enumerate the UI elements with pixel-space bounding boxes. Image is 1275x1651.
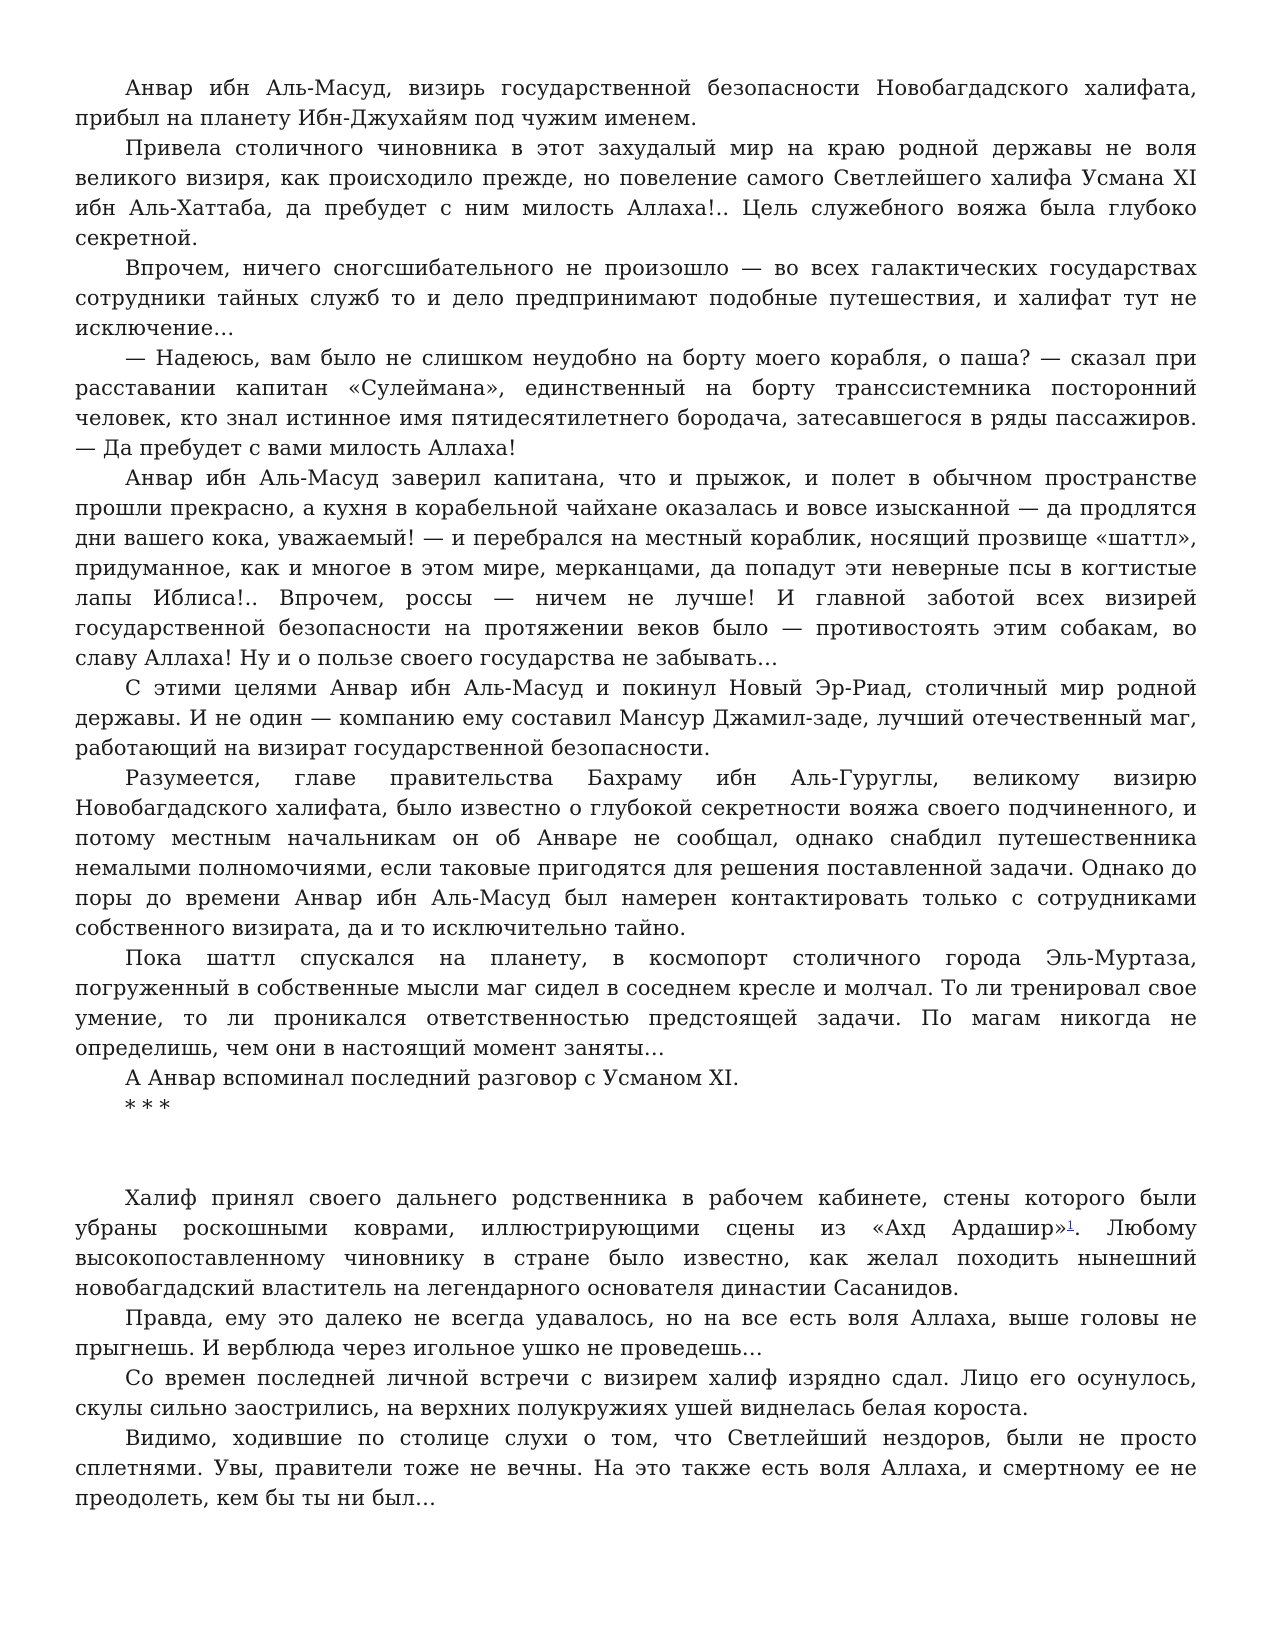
paragraph-dialogue: — Надеюсь, вам было не слишком неудобно на борту моего корабля, о паша? — сказал при расставании капитан «Сулеймана», единственный на борту транссистемника посторонний человек, кто знал истинное имя пятидесятилетнего бородача, затесавшегося в ряды пассажиров. — Да пребудет с вами милость Аллаха! [75,346,1197,460]
paragraph: Анвар ибн Аль-Масуд, визирь государственной безопасности Новобагдадского халифата, прибыл на планету Ибн-Джухайям под чужим именем. [75,76,1197,130]
footnote-link[interactable]: 1 [1067,1219,1075,1232]
paragraph: А Анвар вспоминал последний разговор с Усманом XI. [125,1066,740,1090]
document-page [75,73,1197,1513]
paragraph: Анвар ибн Аль-Масуд заверил капитана, что и прыжок, и полет в обычном пространстве прошли прекрасно, а кухня в корабельной чайхане оказалась и вовсе изысканной — да продлятся дни вашего кока, уважаемый! — и перебрался на местный кораблик, носящий прозвище «шаттл», придуманное, как и многое в этом мире, мерканцами, да попадут эти неверные псы в когтистые лапы Иблиса!.. Впрочем, россы — ничем не лучше! И главной заботой всех визирей государственной безопасности на протяжении веков было — противостоять этим собакам, во славу Аллаха! Ну и о пользе своего государства не забывать… [75,466,1197,670]
paragraph: Разумеется, главе правительства Бахраму ибн Аль-Гуруглы, великому визирю Новобагдадского халифата, было известно о глубокой секретности вояжа своего подчиненного, и потому местным начальникам он об Анваре не сообщал, однако снабдил путешественника немалыми полномочиями, если таковые пригодятся для решения поставленной задачи. Однако до поры до времени Анвар ибн Аль-Масуд был намерен контактировать только с сотрудниками собственного визирата, да и то исключительно тайно. [75,766,1197,940]
paragraph: Со времен последней личной встречи с визирем халиф изрядно сдал. Лицо его осунулось, скулы сильно заострились, на верхних полукружиях ушей виднелась белая короста. [75,1366,1197,1420]
paragraph: Правда, ему это далеко не всегда удавалось, но на все есть воля Аллаха, выше головы не прыгнешь. И верблюда через игольное ушко не проведешь… [75,1306,1197,1360]
paragraph: Пока шаттл спускался на планету, в космопорт столичного города Эль-Муртаза, погруженный в собственные мысли маг сидел в соседнем кресле и молчал. То ли тренировал свое умение, то ли проникался ответственностью предстоящей задачи. По магам никогда не определишь, чем они в настоящий момент заняты… [75,946,1197,1060]
paragraph: Видимо, ходившие по столице слухи о том, что Светлейший нездоров, были не просто сплетнями. Увы, правители тоже не вечны. На это также есть воля Аллаха, и смертному ее не преодолеть, кем бы ты ни был… [75,1426,1197,1510]
paragraph-text: . Любому высокопоставленному чиновнику в стране было известно, как желал походить нынешний новобагдадский властитель на легендарного основателя династии Сасанидов. [75,1216,1197,1300]
paragraph: С этими целями Анвар ибн Аль-Масуд и покинул Новый Эр-Риад, столичный мир родной державы. И не один — компанию ему составил Мансур Джамил-заде, лучший отечественный маг, работающий на визират государственной безопасности. [75,676,1197,760]
paragraph-text: Халиф принял своего дальнего родственника в рабочем кабинете, стены которого были убраны роскошными коврами, иллюстрирующими сцены из «Ахд Ардашир» [75,1186,1197,1240]
section-separator: * * * [125,1096,170,1120]
section-gap [75,1123,1197,1183]
paragraph: Впрочем, ничего сногсшибательного не произошло — во всех галактических государствах сотрудники тайных служб то и дело предпринимают подобные путешествия, и халифат тут не исключение… [75,256,1197,340]
paragraph-with-footnote [75,1183,1197,1303]
paragraph: Привела столичного чиновника в этот захудалый мир на краю родной державы не воля великого визиря, как происходило прежде, но повеление самого Светлейшего халифа Усмана XI ибн Аль-Хаттаба, да пребудет с ним милость Аллаха!.. Цель служебного вояжа была глубоко секретной. [75,136,1197,250]
